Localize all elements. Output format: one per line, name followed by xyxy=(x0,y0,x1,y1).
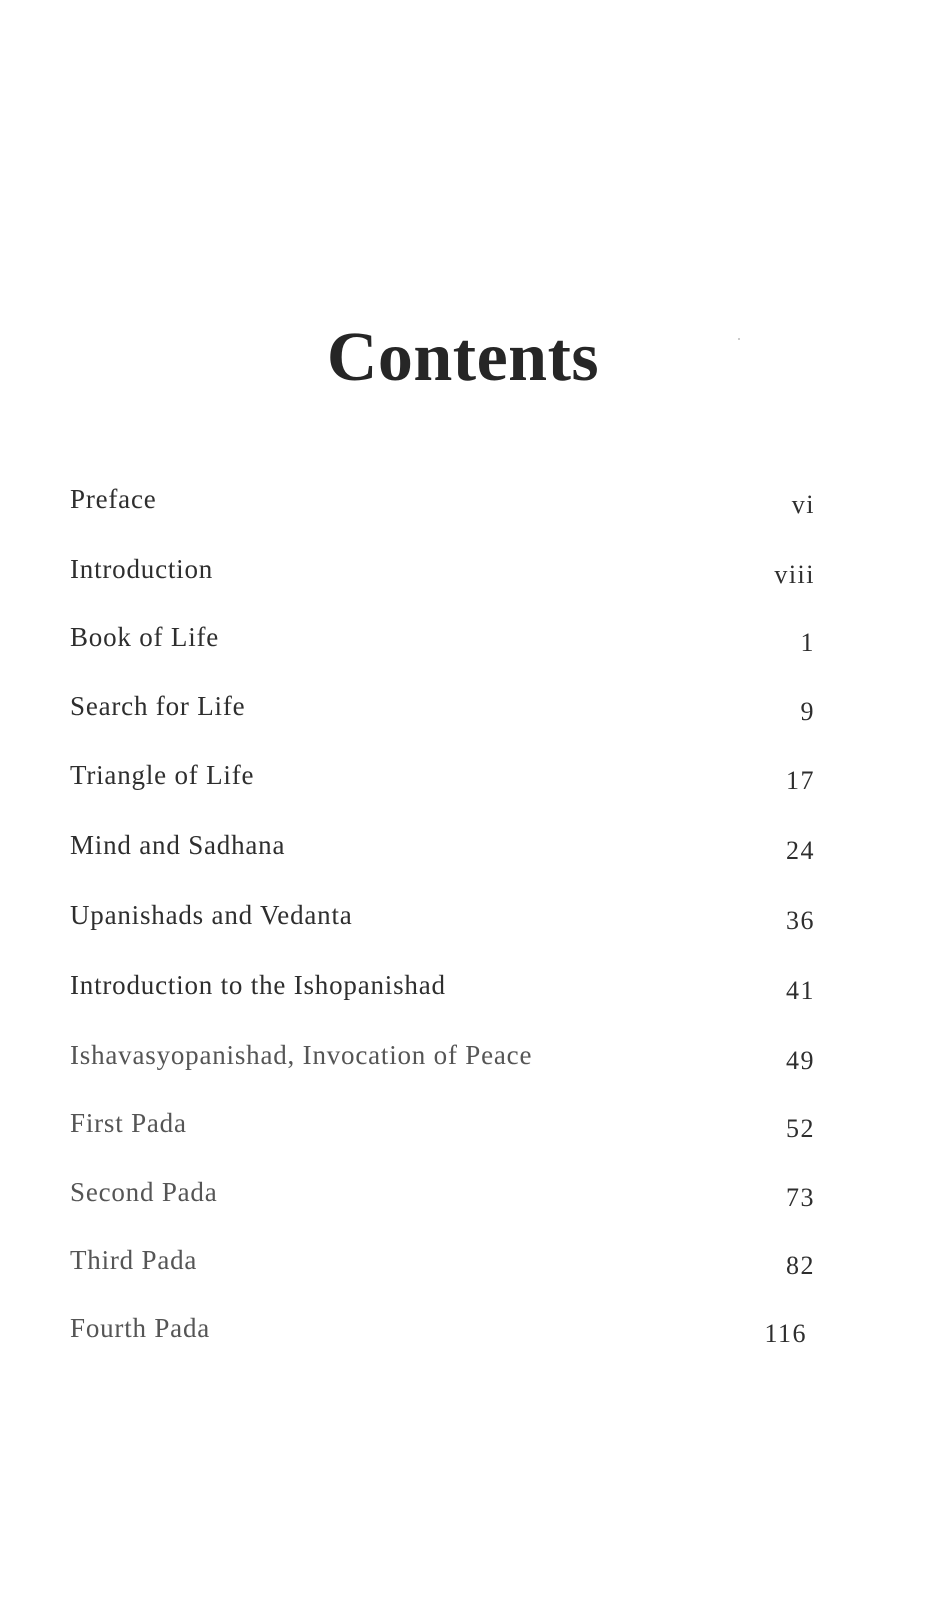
toc-entry-label[interactable]: Ishavasyopanishad, Invocation of Peace xyxy=(70,1040,533,1070)
table-of-contents xyxy=(70,0,815,1620)
toc-entry-search-for-life[interactable] xyxy=(70,691,815,731)
toc-entry-second-pada[interactable] xyxy=(70,1177,815,1217)
toc-entry-book-of-life[interactable] xyxy=(70,622,815,662)
toc-entry-introduction-to-ishopanishad[interactable] xyxy=(70,970,815,1010)
toc-entry-label[interactable]: Second Pada xyxy=(70,1177,218,1207)
page-title: Contents xyxy=(326,319,600,396)
toc-entry-label[interactable]: Search for Life xyxy=(70,691,246,721)
toc-entry-page-number[interactable]: 52 xyxy=(786,1114,815,1143)
toc-entry-page-number[interactable]: 9 xyxy=(800,697,815,726)
toc-entry-label[interactable]: Preface xyxy=(70,484,157,514)
toc-entry-page-number[interactable]: 24 xyxy=(786,836,815,865)
toc-entry-ishavasyopanishad[interactable] xyxy=(70,1040,815,1080)
toc-entry-mind-and-sadhana[interactable] xyxy=(70,830,815,870)
toc-entry-page-number[interactable]: 17 xyxy=(786,766,815,795)
toc-entry-label[interactable]: Introduction xyxy=(70,554,214,584)
toc-entry-triangle-of-life[interactable] xyxy=(70,760,815,800)
toc-entry-introduction[interactable] xyxy=(70,554,815,594)
toc-entry-third-pada[interactable] xyxy=(70,1245,815,1285)
toc-entry-page-number[interactable]: vi xyxy=(791,490,815,519)
toc-entry-label[interactable]: Triangle of Life xyxy=(70,760,255,790)
toc-entry-label[interactable]: Introduction to the Ishopanishad xyxy=(70,970,446,1000)
toc-entry-page-number[interactable]: 36 xyxy=(786,906,815,935)
toc-entry-page-number[interactable]: viii xyxy=(774,560,815,589)
toc-entry-label[interactable]: First Pada xyxy=(70,1108,187,1138)
toc-entry-label[interactable]: Upanishads and Vedanta xyxy=(70,900,353,930)
toc-entry-page-number[interactable]: 116 xyxy=(764,1319,807,1348)
toc-entry-page-number[interactable]: 73 xyxy=(786,1183,815,1212)
toc-entry-first-pada[interactable] xyxy=(70,1108,815,1148)
toc-entry-page-number[interactable]: 1 xyxy=(800,628,815,657)
toc-entry-page-number[interactable]: 41 xyxy=(786,976,815,1005)
toc-entry-label[interactable]: Third Pada xyxy=(70,1245,198,1275)
toc-entry-preface[interactable] xyxy=(70,484,815,524)
toc-entry-label[interactable]: Mind and Sadhana xyxy=(70,830,286,860)
toc-entry-label[interactable]: Fourth Pada xyxy=(70,1313,211,1343)
toc-entry-page-number[interactable]: 49 xyxy=(786,1046,815,1075)
toc-entry-upanishads-and-vedanta[interactable] xyxy=(70,900,815,940)
toc-entry-page-number[interactable]: 82 xyxy=(786,1251,815,1280)
toc-entry-fourth-pada[interactable] xyxy=(70,1313,815,1353)
toc-entry-label[interactable]: Book of Life xyxy=(70,622,220,652)
